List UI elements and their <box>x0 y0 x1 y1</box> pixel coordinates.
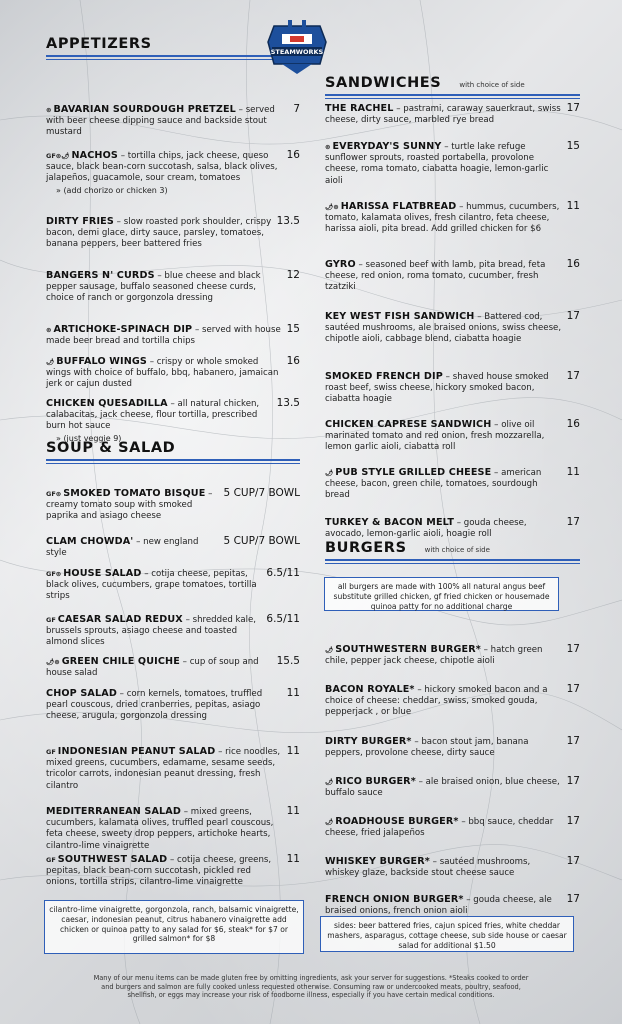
item-name: TURKEY & BACON MELT <box>325 517 455 528</box>
item-description: – hickory smoked bacon and a choice of cheese: cheddar, swiss, smoked gouda, pepperjack , or blue <box>325 685 548 718</box>
item-price: 17 <box>566 102 580 114</box>
item-description: – shredded kale, brussels sprouts, asiago cheese and toasted almond slices <box>46 615 257 648</box>
menu-item <box>46 806 300 852</box>
item-name: ARTICHOKE-SPINACH DIP <box>53 324 193 335</box>
item-price: 12 <box>286 269 300 281</box>
menu-item <box>325 776 580 799</box>
menu-item <box>325 201 580 236</box>
burgers-title: BURGERS <box>325 540 407 556</box>
item-description: – ale braised onion, blue cheese, buffalo sauce <box>325 777 560 799</box>
item-price: 15 <box>286 323 300 335</box>
menu-item <box>46 746 300 792</box>
menu-item <box>46 104 300 139</box>
item-description: – american cheese, bacon, green chile, tomatoes, sourdough bread <box>325 468 542 501</box>
item-description: – hummus, cucumbers, tomato, kalamata olives, fresh cilantro, feta cheese, harissa aioli, pita bread. Add grilled chicken for $6 <box>325 202 560 235</box>
item-name: BUFFALO WINGS <box>56 356 147 367</box>
menu-item <box>325 816 580 839</box>
soup-salad-rule <box>46 459 300 461</box>
burgers-header <box>325 540 580 556</box>
item-name: HARISSA FLATBREAD <box>340 201 457 212</box>
steamworks-logo <box>262 20 332 76</box>
item-description: – gouda cheese, avocado, lemon-garlic aioli, hoagie roll <box>325 518 527 540</box>
item-price: 13.5 <box>276 397 300 409</box>
item-name: PUB STYLE GRILLED CHEESE <box>335 467 492 478</box>
item-price: 17 <box>566 893 580 905</box>
item-name: SMOKED TOMATO BISQUE <box>63 488 206 499</box>
item-name: BACON ROYALE* <box>325 684 415 695</box>
menu-item <box>46 488 300 523</box>
dietary-tag-icon: 🌶⊛ <box>46 658 60 666</box>
soup-salad-rule-thin <box>46 463 300 464</box>
item-description: – gouda cheese, ale braised onions, french onion aioli <box>325 895 552 917</box>
item-description: – hatch green chile, pepper jack cheese, chipotle aioli <box>325 645 543 667</box>
item-price: 17 <box>566 370 580 382</box>
burger-note-box <box>324 577 559 611</box>
menu-item <box>325 856 580 879</box>
logo-text: STEAMWORKS <box>270 48 324 56</box>
item-price: 15 <box>566 140 580 152</box>
item-description: – cotija cheese, greens, pepitas, black bean-corn succotash, pickled red onions, tortilla strips, cilantro-lime vinaigrette <box>46 855 272 888</box>
menu-item <box>46 568 300 603</box>
dietary-tag-icon: ⊛ <box>46 326 52 334</box>
item-price: 17 <box>566 855 580 867</box>
menu-item <box>46 270 300 305</box>
menu-item <box>325 517 580 540</box>
item-price: 7 <box>293 103 300 115</box>
dietary-tag-icon: ⊛ <box>325 143 331 151</box>
soup-salad-title: SOUP & SALAD <box>46 440 176 456</box>
item-description: – cup of soup and house salad <box>46 657 259 679</box>
item-price: 6.5/11 <box>266 567 300 579</box>
item-description: – mixed greens, cucumbers, kalamata olives, truffled pearl couscous, feta cheese, sweety drop peppers, artichoke hearts, cilantro-lime vinaigrette <box>46 807 274 851</box>
item-addon: » (add chorizo or chicken 3) <box>56 185 168 195</box>
item-name: SOUTHWEST SALAD <box>57 854 168 865</box>
item-name: KEY WEST FISH SANDWICH <box>325 311 475 322</box>
menu-item <box>325 419 580 454</box>
dietary-tag-icon: GF⊛ <box>46 570 62 578</box>
item-name: WHISKEY BURGER* <box>325 856 430 867</box>
item-price: 11 <box>286 745 300 757</box>
sides-text: sides: beer battered fries, cajun spiced fries, white cheddar mashers, asparagus, cottage cheese, sub side house or caesar salad for additional $1.50 <box>327 921 567 950</box>
item-price: 6.5/11 <box>266 613 300 625</box>
menu-item <box>325 259 580 294</box>
menu-item <box>46 854 300 889</box>
item-name: CAESAR SALAD REDUX <box>57 614 183 625</box>
item-name: MEDITERRANEAN SALAD <box>46 806 181 817</box>
item-description: – all natural chicken, calabacitas, jack cheese, flour tortilla, prescribed burn hot sauce <box>46 399 260 432</box>
item-name: THE RACHEL <box>325 103 394 114</box>
dietary-tag-icon: GF <box>46 748 56 756</box>
item-price: 5 CUP/7 BOWL <box>223 535 300 547</box>
dietary-tag-icon: 🌶 <box>46 358 55 366</box>
sandwiches-rule-thin <box>325 98 580 99</box>
item-price: 11 <box>566 466 580 478</box>
sandwiches-header <box>325 75 580 91</box>
item-price: 16 <box>286 149 300 161</box>
item-description: – cotija cheese, pepitas, black olives, cucumbers, grape tomatoes, tortilla strips <box>46 569 257 602</box>
item-description: – bacon stout jam, banana peppers, provolone cheese, dirty sauce <box>325 737 529 759</box>
item-description: – sautéed mushrooms, whiskey glaze, backside stout cheese sauce <box>325 857 531 879</box>
item-name: NACHOS <box>71 150 118 161</box>
item-description: – crispy or whole smoked wings with choice of buffalo, bbq, habanero, jamaican jerk or cajun dusted <box>46 357 279 390</box>
item-description: – seasoned beef with lamb, pita bread, feta cheese, red onion, roma tomato, cucumber, fresh tzatziki <box>325 260 546 293</box>
item-name: ROADHOUSE BURGER* <box>335 816 459 827</box>
item-name: SOUTHWESTERN BURGER* <box>335 644 481 655</box>
menu-item <box>46 356 300 391</box>
sides-box <box>320 916 574 952</box>
item-price: 5 CUP/7 BOWL <box>223 487 300 499</box>
item-description: – creamy tomato soup with smoked paprika and asiago cheese <box>46 489 213 522</box>
dietary-tag-icon: 🌶⊛ <box>325 203 339 211</box>
item-price: 17 <box>566 775 580 787</box>
item-description: – pastrami, caraway sauerkraut, swiss cheese, dirty sauce, marbled rye bread <box>325 104 561 126</box>
item-price: 17 <box>566 735 580 747</box>
dietary-tag-icon: 🌶 <box>325 818 334 826</box>
item-price: 11 <box>286 805 300 817</box>
item-name: CLAM CHOWDA' <box>46 536 134 547</box>
item-price: 16 <box>566 258 580 270</box>
menu-item <box>46 216 300 251</box>
menu-item <box>46 324 300 347</box>
item-description: – Battered cod, sautéed mushrooms, ale braised onions, swiss cheese, chipotle aioli, cabbage blend, ciabatta hoagie <box>325 312 562 345</box>
item-price: 15.5 <box>276 655 300 667</box>
appetizers-title: APPETIZERS <box>46 36 152 52</box>
menu-item <box>325 141 580 187</box>
item-description: – olive oil marinated tomato and red onion, fresh mozzarella, lemon garlic aioli, ciabatta roll <box>325 420 545 453</box>
item-name: INDONESIAN PEANUT SALAD <box>57 746 216 757</box>
item-description: – tortilla chips, jack cheese, queso sauce, black bean-corn succotash, salsa, black olives, jalapeños, guacamole, sour cream, tomatoes <box>46 151 278 184</box>
menu-item <box>46 656 300 679</box>
item-description: – rice noodles, mixed greens, cucumbers, edamame, sesame seeds, tricolor carrots, indonesian peanut dressing, fresh cilantro <box>46 747 281 791</box>
menu-item <box>325 311 580 346</box>
item-price: 17 <box>566 683 580 695</box>
dietary-tag-icon: 🌶 <box>325 469 334 477</box>
salad-dressings-box <box>44 900 304 954</box>
menu-item <box>325 894 580 917</box>
item-price: 17 <box>566 516 580 528</box>
sandwiches-subtitle: with choice of side <box>459 81 525 89</box>
item-price: 16 <box>566 418 580 430</box>
menu-item <box>46 536 300 559</box>
item-name: HOUSE SALAD <box>63 568 142 579</box>
item-name: DIRTY FRIES <box>46 216 114 227</box>
item-name: GYRO <box>325 259 356 270</box>
sandwiches-title: SANDWICHES <box>325 75 442 91</box>
dietary-tag-icon: 🌶 <box>325 778 334 786</box>
item-description: – shaved house smoked roast beef, swiss cheese, hickory smoked bacon, ciabatta hoagie <box>325 372 549 405</box>
dietary-tag-icon: ⊛ <box>46 106 52 114</box>
item-description: – served with beer cheese dipping sauce and backside stout mustard <box>46 105 275 138</box>
item-description: – bbq sauce, cheddar cheese, fried jalapeños <box>325 817 554 839</box>
item-description: – served with house made beer bread and tortilla chips <box>46 325 281 347</box>
sandwiches-rule <box>325 94 580 96</box>
item-description: – blue cheese and black pepper sausage, buffalo seasoned cheese curds, choice of ranch or gorgonzola dressing <box>46 271 261 304</box>
item-name: DIRTY BURGER* <box>325 736 412 747</box>
dietary-tag-icon: 🌶 <box>325 646 334 654</box>
menu-item <box>325 467 580 502</box>
menu-item <box>325 644 580 667</box>
item-description: – slow roasted pork shoulder, crispy bacon, demi glace, dirty sauce, parsley, tomatoes, banana peppers, beer battered fries <box>46 217 272 250</box>
item-price: 11 <box>286 853 300 865</box>
item-name: SMOKED FRENCH DIP <box>325 371 443 382</box>
item-name: CHICKEN CAPRESE SANDWICH <box>325 419 492 430</box>
burgers-rule <box>325 559 580 561</box>
dietary-tag-icon: GF <box>46 616 56 624</box>
menu-item <box>46 150 300 196</box>
dietary-tag-icon: GF⊛ <box>46 490 62 498</box>
dietary-tag-icon: GF <box>46 856 56 864</box>
item-name: CHOP SALAD <box>46 688 117 699</box>
item-name: FRENCH ONION BURGER* <box>325 894 464 905</box>
item-price: 17 <box>566 643 580 655</box>
item-price: 11 <box>566 200 580 212</box>
item-description: – new england style <box>46 537 199 559</box>
menu-item <box>325 103 580 126</box>
dietary-tag-icon: GF⊛🌶 <box>46 152 70 160</box>
menu-item <box>325 371 580 406</box>
item-price: 17 <box>566 310 580 322</box>
burgers-rule-thin <box>325 563 580 564</box>
item-description: – turtle lake refuge sunflower sprouts, roasted portabella, provolone cheese, roma tomato, ciabatta hoagie, lemon-garlic aioli <box>325 142 549 186</box>
burger-note-text: all burgers are made with 100% all natural angus beef substitute grilled chicken, gf fried chicken or housemade quinoa patty for no additional charge <box>333 582 550 611</box>
menu-item <box>325 736 580 759</box>
item-name: CHICKEN QUESADILLA <box>46 398 168 409</box>
menu-item <box>46 614 300 649</box>
salad-dressings-text: cilantro-lime vinaigrette, gorgonzola, ranch, balsamic vinaigrette, caesar, indonesian peanut, citrus habanero vinaigrette add chicken or quinoa patty to any salad for $6, steak* for $7 or grilled salmon* for $8 <box>49 905 299 944</box>
menu-item <box>325 684 580 719</box>
item-name: BAVARIAN SOURDOUGH PRETZEL <box>53 104 236 115</box>
item-price: 11 <box>286 687 300 699</box>
item-name: GREEN CHILE QUICHE <box>61 656 180 667</box>
item-description: – corn kernels, tomatoes, truffled pearl couscous, dried cranberries, pepitas, asiago cheese, arugula, gorgonzola dressing <box>46 689 263 722</box>
item-name: EVERYDAY'S SUNNY <box>332 141 442 152</box>
item-price: 13.5 <box>276 215 300 227</box>
item-price: 16 <box>286 355 300 367</box>
item-name: RICO BURGER* <box>335 776 416 787</box>
soup-salad-header <box>46 440 300 456</box>
item-name: BANGERS N' CURDS <box>46 270 155 281</box>
menu-item <box>46 398 300 444</box>
item-price: 17 <box>566 815 580 827</box>
item-addon: » (just veggie 9) <box>56 433 122 443</box>
burgers-subtitle: with choice of side <box>424 546 490 554</box>
menu-item <box>46 688 300 723</box>
footer-disclaimer: Many of our menu items can be made gluten free by omitting ingredients, ask your server for suggestions. *Steaks cooked to order and burgers and salmon are fully cooked unless requested otherwise. Consuming raw or undercooked meats, poultry, seafood, shellfish, or eggs may increase your risk of foodborne illness, especially if you have certain medical conditions. <box>93 974 529 1000</box>
